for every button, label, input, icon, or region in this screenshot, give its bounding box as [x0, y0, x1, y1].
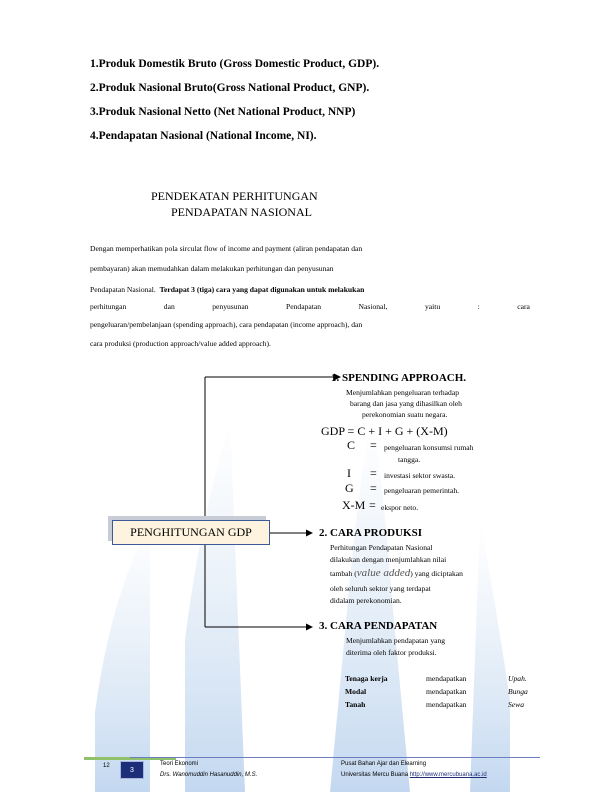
pendapatan-title: 3. CARA PENDAPATAN	[319, 620, 438, 632]
intro-line3-b: Terdapat 3 (tiga) cara yang dapat digunakan untuk melakukan	[159, 285, 365, 294]
intro-word: dan	[163, 302, 175, 311]
factor-label: Tenaga kerja	[345, 674, 388, 683]
intro-word: perhitungan	[90, 302, 127, 311]
intro-line6: cara produksi (production approach/value added approach).	[90, 339, 271, 348]
produksi-line3-a: tambah (	[330, 569, 357, 578]
def-equals: =	[370, 481, 377, 495]
pendapatan-desc-2: diterima oleh faktor produksi.	[346, 648, 437, 657]
def-equals: =	[370, 466, 377, 480]
value-added-term: value added	[356, 567, 411, 579]
list-item: 4.Pendapatan Nasional (National Income, NI).	[90, 130, 317, 142]
spending-desc-2: barang dan jasa yang dihasilkan oleh	[350, 399, 462, 408]
intro-line2: pembayaran) akan memudahkan dalam melakukan perhitungan dan penyusunan	[90, 264, 334, 273]
footer-univ: Universitas Mercu Buana	[341, 772, 409, 778]
def-symbol: I	[347, 466, 351, 480]
intro-word: cara	[517, 302, 530, 311]
footer-source: Pusat Bahan Ajar dan Elearning	[341, 761, 427, 767]
intro-line5: pengeluaran/pembelanjaan (spending approach), cara pendapatan (income approach), dan	[90, 320, 363, 329]
produksi-line1: Perhitungan Pendapatan Nasional	[330, 543, 433, 552]
def-text: ekspor neto.	[381, 503, 419, 512]
factor-label: Modal	[345, 687, 367, 696]
produksi-line5: didalam perekonomian.	[330, 596, 402, 605]
intro-word: yaitu	[424, 302, 441, 311]
factor-label: Tanah	[345, 700, 366, 709]
factor-verb: mendapatkan	[426, 674, 467, 683]
intro-word: :	[477, 302, 480, 311]
gdp-formula: GDP = C + I + G + (X-M)	[321, 424, 448, 438]
def-equals: =	[370, 438, 377, 452]
intro-line3-a: Pendapatan Nasional.	[90, 285, 156, 294]
produksi-title: 2. CARA PRODUKSI	[319, 527, 422, 539]
footer-url-link[interactable]: http://www.mercubuana.ac.id	[409, 772, 487, 778]
spending-desc-3: perekonomian suatu negara.	[362, 410, 448, 419]
list-item: 1.Produk Domestik Bruto (Gross Domestic Product, GDP).	[90, 58, 380, 70]
intro-word: Nasional,	[358, 302, 388, 311]
factor-reward: Sewa	[508, 700, 525, 709]
page-mark: 12	[103, 763, 110, 769]
footer-course: Teori Ekonomi	[160, 761, 199, 767]
list-item: 3.Produk Nasional Netto (Net National Product, NNP)	[90, 106, 356, 118]
factor-reward: Bunga	[508, 687, 528, 696]
factor-reward: Upah.	[508, 674, 527, 683]
def-symbol: X-M	[342, 498, 366, 512]
footer-line	[130, 757, 540, 758]
def-text: pengeluaran konsumsi rumah	[384, 443, 474, 452]
intro-line1: Dengan memperhatikan pola sirculat flow of income and payment (aliran pendapatan dan	[90, 244, 363, 253]
produksi-line2: dilakukan dengan menjumlahkan nilai	[330, 555, 447, 564]
def-symbol: G	[345, 481, 354, 495]
spending-desc-1: Menjumlahkan pengeluaran terhadap	[346, 388, 460, 397]
footer-author: Drs. Wanomuddin Hasanuddin, M.S.	[160, 772, 258, 778]
intro-word: Pendapatan	[286, 302, 322, 311]
def-equals: =	[369, 498, 376, 512]
produksi-line3-c: ) yang diciptakan	[410, 569, 463, 578]
pendapatan-desc-1: Menjumlahkan pendapatan yang	[346, 636, 446, 645]
page-number-box: 3	[120, 761, 144, 779]
intro-word: penyusunan	[212, 302, 249, 311]
list-item: 2.Produk Nasional Bruto(Gross National Product, GNP).	[90, 82, 370, 94]
produksi-line3	[330, 568, 463, 580]
footer-univ-line	[341, 772, 487, 778]
produksi-line4: oleh seluruh sektor yang terdapat	[330, 584, 431, 593]
factor-verb: mendapatkan	[426, 700, 467, 709]
def-symbol: C	[347, 438, 356, 452]
def-text: pengeluaran pemerintah.	[384, 486, 460, 495]
def-text-cont: tangga.	[398, 455, 421, 464]
def-text: investasi sektor swasta.	[384, 471, 456, 480]
penghitungan-gdp-box: PENGHITUNGAN GDP	[112, 520, 270, 545]
section-title-line2: PENDAPATAN NASIONAL	[171, 205, 312, 219]
section-title-line1: PENDEKATAN PERHITUNGAN	[151, 189, 318, 203]
spending-title: 1. SPENDING APPROACH.	[331, 372, 467, 384]
factor-verb: mendapatkan	[426, 687, 467, 696]
